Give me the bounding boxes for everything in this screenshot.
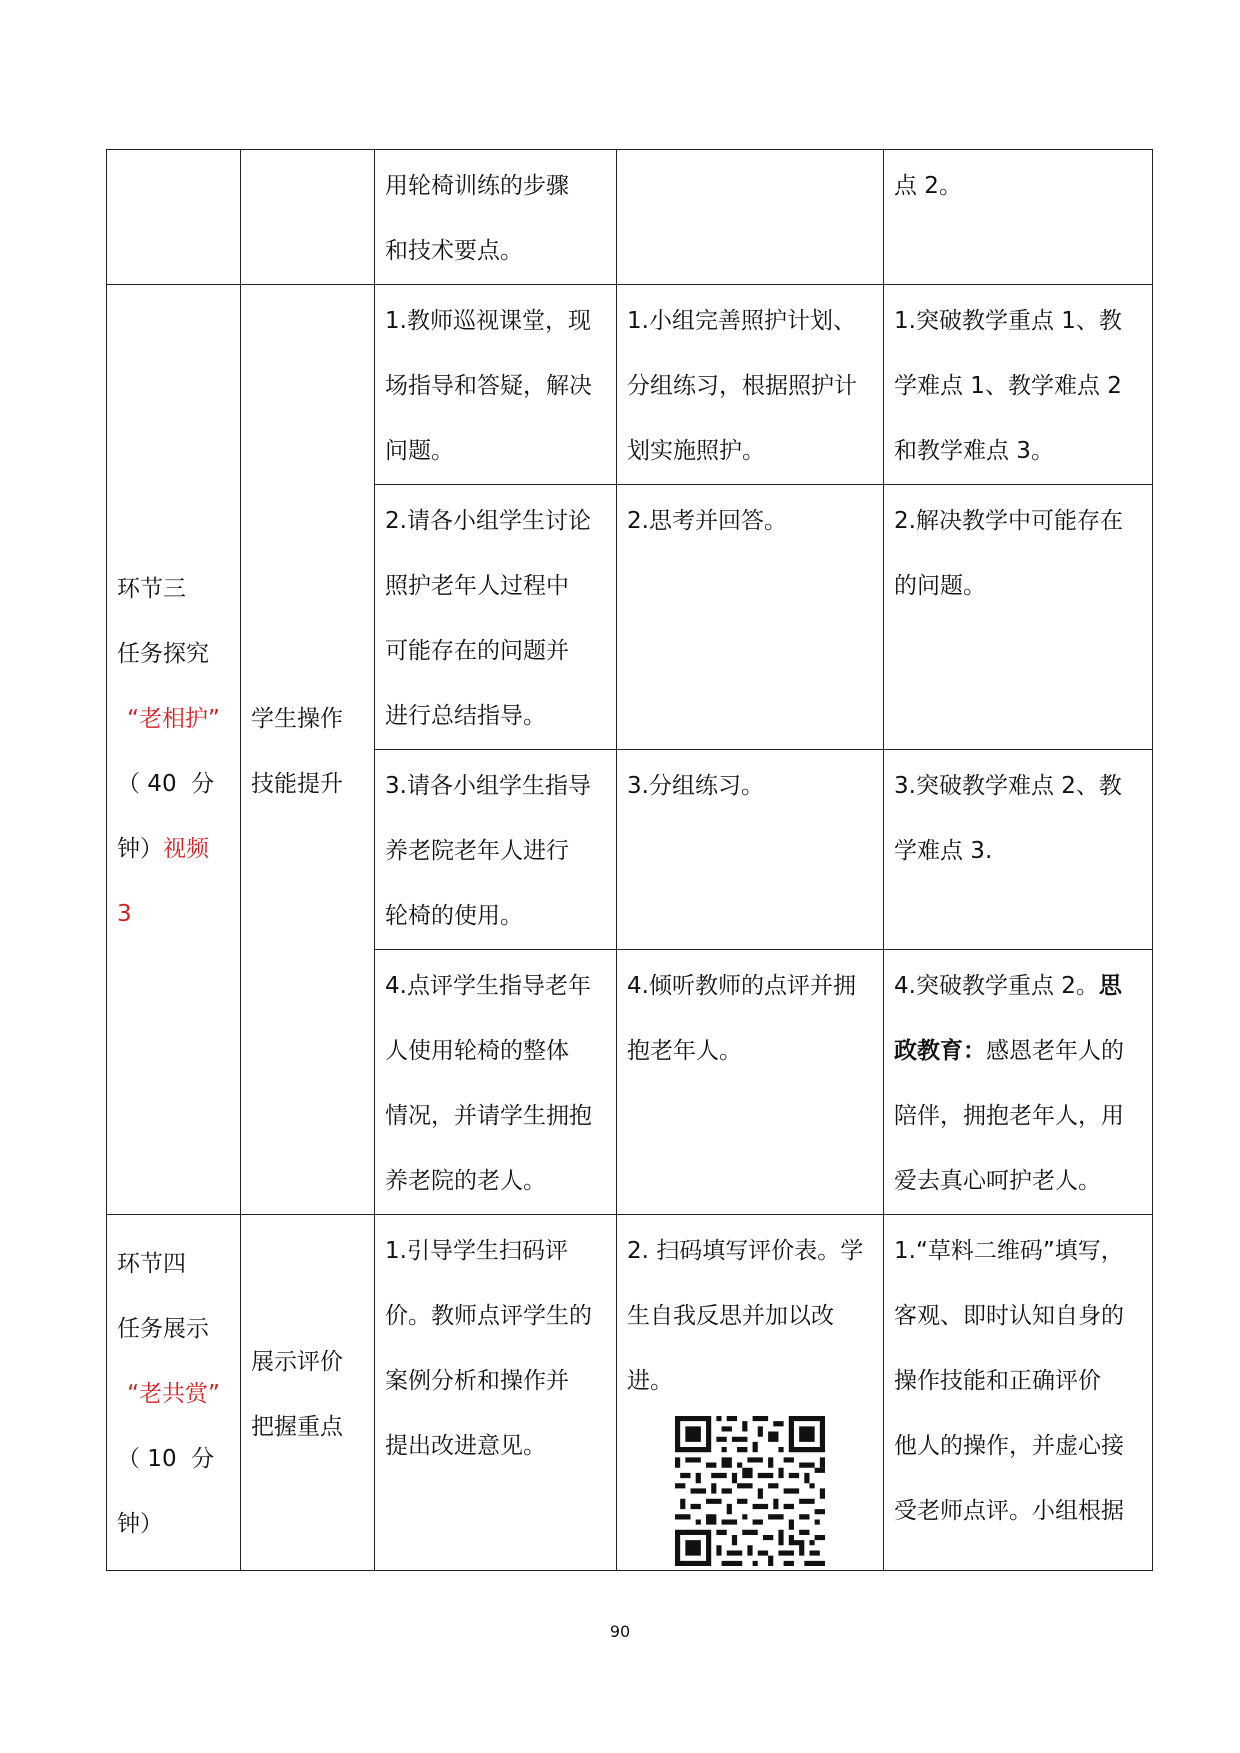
cell-line: 进行总结指导。 [385, 703, 546, 729]
section3-subtitle: 任务探究 [117, 640, 209, 667]
cell-line: 抱老年人。 [627, 1038, 742, 1064]
section3-time2: 钟） [117, 835, 163, 862]
design-intent-cell [884, 485, 1153, 750]
cell-line: 受老师点评。小组根据 [894, 1498, 1124, 1524]
section4-label-cell [107, 1215, 241, 1571]
section3-time-line2 [117, 817, 230, 947]
qr-code-icon[interactable] [675, 1416, 825, 1566]
ideology-label: 政教育： [894, 1038, 986, 1064]
cell-line [894, 1019, 1142, 1084]
table-cell [375, 150, 617, 285]
teacher-activity-cell [375, 750, 617, 950]
cell-line: 1.引导学生扫码评 [385, 1238, 568, 1264]
table-cell [241, 150, 375, 285]
cell-line: 用轮椅训练的步骤 [385, 173, 569, 199]
cell-line: 点 2。 [894, 173, 962, 199]
cell-line: 问题。 [385, 438, 454, 464]
section3-quote: “老相护” [127, 705, 220, 732]
section4-title: 环节四 [117, 1251, 186, 1277]
section3-time: （ 40 分 [117, 770, 215, 797]
table-row [107, 1215, 1153, 1571]
cell-line: 1.突破教学重点 1、教 [894, 308, 1122, 334]
cell-line: 生自我反思并加以改 [627, 1303, 834, 1329]
section4-time: （ 10 分 [117, 1446, 215, 1472]
ideology-label: 思 [1098, 973, 1122, 999]
cell-line: 陪伴，拥抱老年人，用 [894, 1103, 1124, 1129]
intent-text: 感恩老年人的 [986, 1038, 1124, 1064]
section3-title: 环节三 [117, 575, 186, 602]
student-activity-cell [617, 1215, 884, 1571]
cell-line: 和教学难点 3。 [894, 438, 1054, 464]
cell-line: 他人的操作，并虚心接 [894, 1433, 1124, 1459]
section4-quote: “老共赏” [127, 1381, 220, 1407]
table-row [107, 150, 1153, 285]
section3-topic-line: 学生操作 [251, 705, 343, 732]
cell-line: 划实施照护。 [627, 438, 765, 464]
student-activity-cell [617, 485, 884, 750]
section4-topic-line: 把握重点 [251, 1413, 343, 1440]
student-activity-cell [617, 750, 884, 950]
teacher-activity-cell [375, 485, 617, 750]
cell-line: 可能存在的问题并 [385, 638, 569, 664]
cell-line: 轮椅的使用。 [385, 903, 523, 929]
cell-line: 2.思考并回答。 [627, 508, 787, 534]
cell-line: 进。 [627, 1368, 673, 1394]
section4-subtitle: 任务展示 [117, 1316, 209, 1342]
section3-topic-line: 技能提升 [251, 770, 343, 797]
cell-line: 客观、即时认知自身的 [894, 1303, 1124, 1329]
cell-line: 和技术要点。 [385, 238, 523, 264]
cell-line: 场指导和答疑，解决 [385, 373, 592, 399]
cell-line: 学难点 3. [894, 838, 993, 864]
lesson-plan-table [106, 149, 1153, 1571]
student-activity-cell [617, 950, 884, 1215]
design-intent-cell [884, 285, 1153, 485]
section4-topic-cell [241, 1215, 375, 1571]
table-cell [884, 150, 1153, 285]
cell-line: 4.倾听教师的点评并拥 [627, 973, 856, 999]
cell-line: 1.“草料二维码”填写， [894, 1238, 1124, 1264]
table-row [107, 285, 1153, 485]
cell-line: 提出改进意见。 [385, 1433, 546, 1459]
cell-line [894, 954, 1142, 1019]
section4-time2: 钟） [117, 1511, 163, 1537]
student-activity-cell [617, 285, 884, 485]
intent-text: 4.突破教学重点 2。 [894, 973, 1099, 999]
cell-line: 照护老年人过程中 [385, 573, 569, 599]
cell-line: 人使用轮椅的整体 [385, 1038, 569, 1064]
page-number: 90 [609, 1622, 631, 1641]
teacher-activity-cell [375, 1215, 617, 1571]
cell-line: 分组练习，根据照护计 [627, 373, 857, 399]
section3-video-link[interactable]: 视频 3 [117, 835, 209, 927]
cell-line: 1.小组完善照护计划、 [627, 308, 856, 334]
table-cell [617, 150, 884, 285]
cell-line: 的问题。 [894, 573, 986, 599]
cell-line: 情况，并请学生拥抱 [385, 1103, 592, 1129]
design-intent-cell [884, 1215, 1153, 1571]
cell-line: 爱去真心呵护老人。 [894, 1168, 1101, 1194]
cell-line: 3.请各小组学生指导 [385, 773, 591, 799]
cell-line: 2.解决教学中可能存在 [894, 508, 1123, 534]
design-intent-cell [884, 750, 1153, 950]
teacher-activity-cell [375, 950, 617, 1215]
cell-line: 4.点评学生指导老年 [385, 973, 591, 999]
section3-topic-cell [241, 285, 375, 1215]
cell-line: 价。教师点评学生的 [385, 1303, 592, 1329]
cell-line: 养老院老年人进行 [385, 838, 569, 864]
cell-line: 1.教师巡视课堂，现 [385, 308, 591, 334]
cell-line: 养老院的老人。 [385, 1168, 546, 1194]
cell-line: 3.分组练习。 [627, 773, 764, 799]
cell-line: 学难点 1、教学难点 2 [894, 373, 1122, 399]
cell-line: 案例分析和操作并 [385, 1368, 569, 1394]
section4-topic-line: 展示评价 [251, 1348, 343, 1375]
cell-line: 2.请各小组学生讨论 [385, 508, 591, 534]
cell-line: 3.突破教学难点 2、教 [894, 773, 1122, 799]
cell-line: 操作技能和正确评价 [894, 1368, 1101, 1394]
design-intent-cell [884, 950, 1153, 1215]
cell-line: 2. 扫码填写评价表。学 [627, 1238, 864, 1264]
teacher-activity-cell [375, 285, 617, 485]
section3-label-cell [107, 285, 241, 1215]
table-cell [107, 150, 241, 285]
